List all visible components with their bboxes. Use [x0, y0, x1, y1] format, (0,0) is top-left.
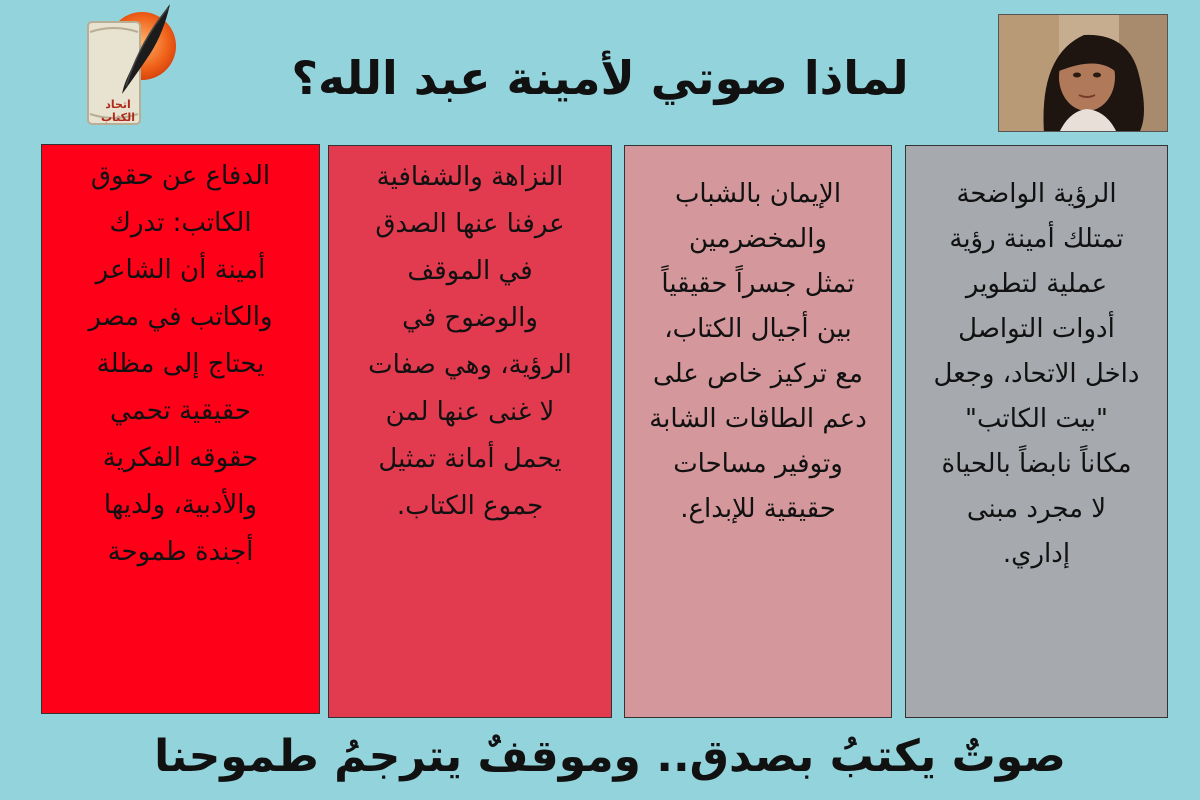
column-line: مكاناً نابضاً بالحياة: [941, 449, 1132, 479]
column-youth: [624, 145, 892, 718]
logo-text: اتحاد الكتاب: [101, 98, 135, 124]
column-line: تمتلك أمينة رؤية: [949, 224, 1124, 254]
column-line: عملية لتطوير: [965, 269, 1108, 299]
column-line: الكاتب: تدرك: [109, 208, 252, 238]
column-defending-rights: [41, 144, 320, 714]
column-line: الإيمان بالشباب: [674, 179, 842, 209]
column-line: وتوفير مساحات: [673, 449, 843, 479]
column-line: الرؤية الواضحة: [956, 179, 1117, 209]
column-line: والوضوح في: [402, 303, 538, 333]
column-line: بين أجيال الكتاب،: [664, 314, 852, 344]
page-title: لماذا صوتي لأمينة عبد الله؟: [291, 51, 909, 105]
column-line: لا مجرد مبنى: [966, 494, 1107, 524]
column-line: داخل الاتحاد، وجعل: [933, 359, 1140, 389]
footer-slogan: صوتٌ يكتبُ بصدق.. وموقفٌ يترجمُ طموحنا: [154, 731, 1066, 782]
column-line: أدوات التواصل: [958, 314, 1115, 344]
column-line: الرؤية، وهي صفات: [368, 350, 572, 380]
candidate-photo: [998, 14, 1168, 132]
column-line: يحتاج إلى مظلة: [96, 349, 265, 379]
column-vision: [905, 145, 1168, 718]
column-line: حقيقية للإبداع.: [680, 494, 836, 524]
column-integrity: [328, 145, 612, 718]
column-line: دعم الطاقات الشابة: [649, 404, 867, 434]
column-line: لا غنى عنها لمن: [385, 397, 555, 427]
column-line: حقوقه الفكرية: [102, 443, 259, 473]
column-line: مع تركيز خاص على: [653, 359, 863, 389]
column-line: تمثل جسراً حقيقياً: [661, 269, 855, 299]
column-line: النزاهة والشفافية: [376, 162, 564, 192]
column-line: إداري.: [1002, 539, 1071, 569]
column-line: الدفاع عن حقوق: [90, 161, 271, 191]
column-line: والكاتب في مصر: [88, 302, 273, 332]
column-line: جموع الكتاب.: [396, 491, 544, 521]
column-line: في الموقف: [407, 256, 533, 286]
column-line: أمينة أن الشاعر: [95, 255, 266, 285]
column-line: أجندة طموحة: [107, 537, 254, 567]
column-line: حقيقية تحمي: [110, 396, 251, 426]
column-line: والمخضرمين: [689, 224, 827, 254]
column-line: عرفنا عنها الصدق: [375, 209, 565, 239]
column-line: يحمل أمانة تمثيل: [378, 444, 562, 474]
column-line: "بيت الكاتب": [965, 404, 1108, 434]
column-line: والأدبية، ولديها: [103, 490, 258, 520]
union-logo: [78, 2, 188, 132]
